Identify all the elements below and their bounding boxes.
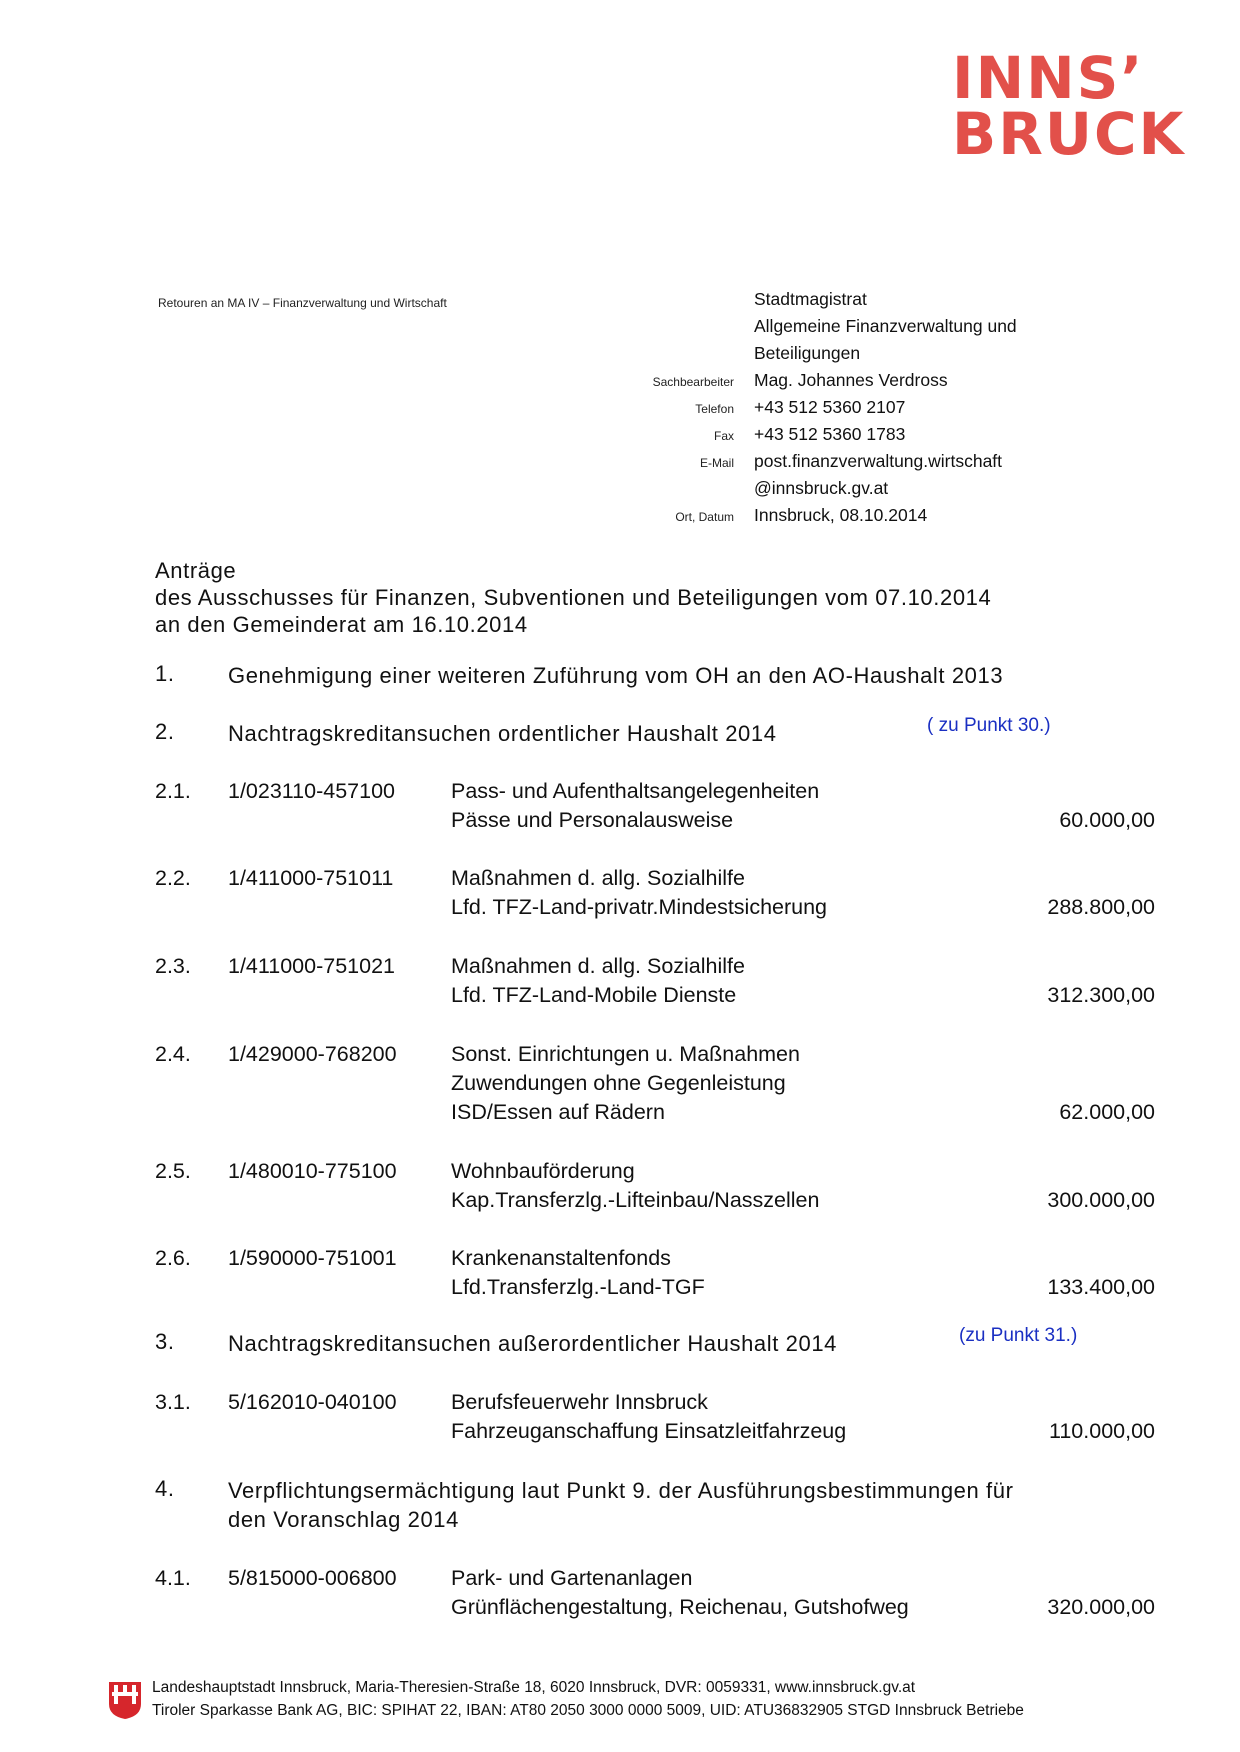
fax-label: Fax [713,429,734,443]
footer-line: Landeshauptstadt Innsbruck, Maria-Theresien-Straße 18, 6020 Innsbruck, DVR: 0059331, www.innsbruck.gv.at [152,1679,916,1696]
document-heading [155,557,991,638]
subitem-number: 2.5. [155,1159,191,1183]
telefon-row [640,394,1060,421]
item-title-line: Verpflichtungsermächtigung laut Punkt 9. der Ausführungsbestimmungen für [228,1478,1014,1503]
heading-line: Anträge [155,558,237,583]
amount: 288.800,00 [1047,895,1155,919]
description-line: Pässe und Personalausweise [451,808,734,832]
description-line: Grünflächengestaltung, Reichenau, Gutshofweg [451,1595,909,1619]
description-line: Pass- und Aufenthaltsangelegenheiten [451,779,820,803]
subitem-number: 2.3. [155,954,191,978]
description-line: Zuwendungen ohne Gegenleistung [451,1071,786,1095]
account-number: 1/590000-751001 [228,1246,397,1270]
account-number: 1/480010-775100 [228,1159,397,1183]
city-crest-icon [108,1680,142,1720]
sachbearbeiter-value: Mag. Johannes Verdross [754,370,948,390]
amount: 320.000,00 [1047,1595,1155,1619]
amount: 300.000,00 [1047,1188,1155,1212]
telefon-label: Telefon [695,402,734,416]
description-line: Sonst. Einrichtungen u. Maßnahmen [451,1042,800,1066]
account-number: 5/162010-040100 [228,1390,397,1414]
amount: 133.400,00 [1047,1275,1155,1299]
innsbruck-logo [952,44,1192,168]
description-line: Lfd. TFZ-Land-privatr.Mindestsicherung [451,895,828,919]
heading-line: an den Gemeinderat am 16.10.2014 [155,612,528,637]
description-line: Park- und Gartenanlagen [451,1566,693,1590]
item-number: 2. [155,719,175,744]
sachbearbeiter-label: Sachbearbeiter [652,375,734,389]
item-title: Nachtragskreditansuchen außerordentlicher Haushalt 2014 [228,1331,838,1356]
subitem-number: 2.4. [155,1042,191,1066]
org-row [640,286,1060,367]
item-title-line: den Voranschlag 2014 [228,1507,459,1532]
account-number: 1/023110-457100 [228,779,395,803]
ort-datum-value: Innsbruck, 08.10.2014 [754,505,928,525]
subitem-number: 3.1. [155,1390,191,1414]
subitem-number: 4.1. [155,1566,191,1590]
subitem-number: 2.2. [155,866,191,890]
heading-line: des Ausschusses für Finanzen, Subventionen und Beteiligungen vom 07.10.2014 [155,585,992,610]
cross-reference-note: (zu Punkt 31.) [959,1325,1078,1346]
account-number: 5/815000-006800 [228,1566,397,1590]
description-line: Lfd. TFZ-Land-Mobile Dienste [451,983,737,1007]
return-address: Retouren an MA IV – Finanzverwaltung und Wirtschaft [158,296,447,310]
telefon-value: +43 512 5360 2107 [754,397,906,417]
description-line: Lfd.Transferzlg.-Land-TGF [451,1275,705,1299]
account-number: 1/411000-751021 [228,954,395,978]
description-line: Berufsfeuerwehr Innsbruck [451,1390,708,1414]
org-line: Beteiligungen [754,343,861,363]
description-line: Maßnahmen d. allg. Sozialhilfe [451,866,745,890]
sachbearbeiter-row [640,367,1060,394]
contact-block [640,286,1060,529]
amount: 62.000,00 [1059,1100,1155,1124]
item-number: 4. [155,1476,175,1501]
item-title: Nachtragskreditansuchen ordentlicher Haushalt 2014 [228,721,777,746]
logo-line-1: INNS’ [952,44,1145,112]
amount: 60.000,00 [1059,808,1155,832]
description-line: ISD/Essen auf Rädern [451,1100,665,1124]
logo-line-2: BRUCK [952,100,1186,168]
description-line: Kap.Transferzlg.-Lifteinbau/Nasszellen [451,1188,820,1212]
description-line: Krankenanstaltenfonds [451,1246,671,1270]
item-number: 3. [155,1329,175,1354]
org-line: Allgemeine Finanzverwaltung und [754,316,1017,336]
description-line: Maßnahmen d. allg. Sozialhilfe [451,954,745,978]
description-line: Wohnbauförderung [451,1159,635,1183]
email-label: E-Mail [699,456,734,470]
fax-value: +43 512 5360 1783 [754,424,906,444]
description-line: Fahrzeuganschaffung Einsatzleitfahrzeug [451,1419,847,1443]
account-number: 1/411000-751011 [228,866,394,890]
subitem-number: 2.1. [155,779,191,803]
fax-row [640,421,1060,448]
footer-text [152,1676,1024,1722]
account-number: 1/429000-768200 [228,1042,397,1066]
amount: 110.000,00 [1048,1419,1155,1443]
ort-datum-label: Ort, Datum [675,510,734,524]
item-title: Genehmigung einer weiteren Zuführung vom OH an den AO-Haushalt 2013 [228,663,1004,688]
item-number: 1. [155,661,175,686]
email-value[interactable]: post.finanzverwaltung.wirtschaft [754,451,1003,471]
amount: 312.300,00 [1047,983,1155,1007]
cross-reference-note: ( zu Punkt 30.) [927,715,1051,736]
email-row [640,448,1060,502]
subitem-number: 2.6. [155,1246,191,1270]
footer-line: Tiroler Sparkasse Bank AG, BIC: SPIHAT 22, IBAN: AT80 2050 3000 0000 5009, UID: ATU36832905 STGD Innsbruck Betriebe [152,1702,1024,1719]
ort-datum-row [640,502,1060,529]
org-line: Stadtmagistrat [754,289,867,309]
email-value[interactable]: @innsbruck.gv.at [754,478,889,498]
